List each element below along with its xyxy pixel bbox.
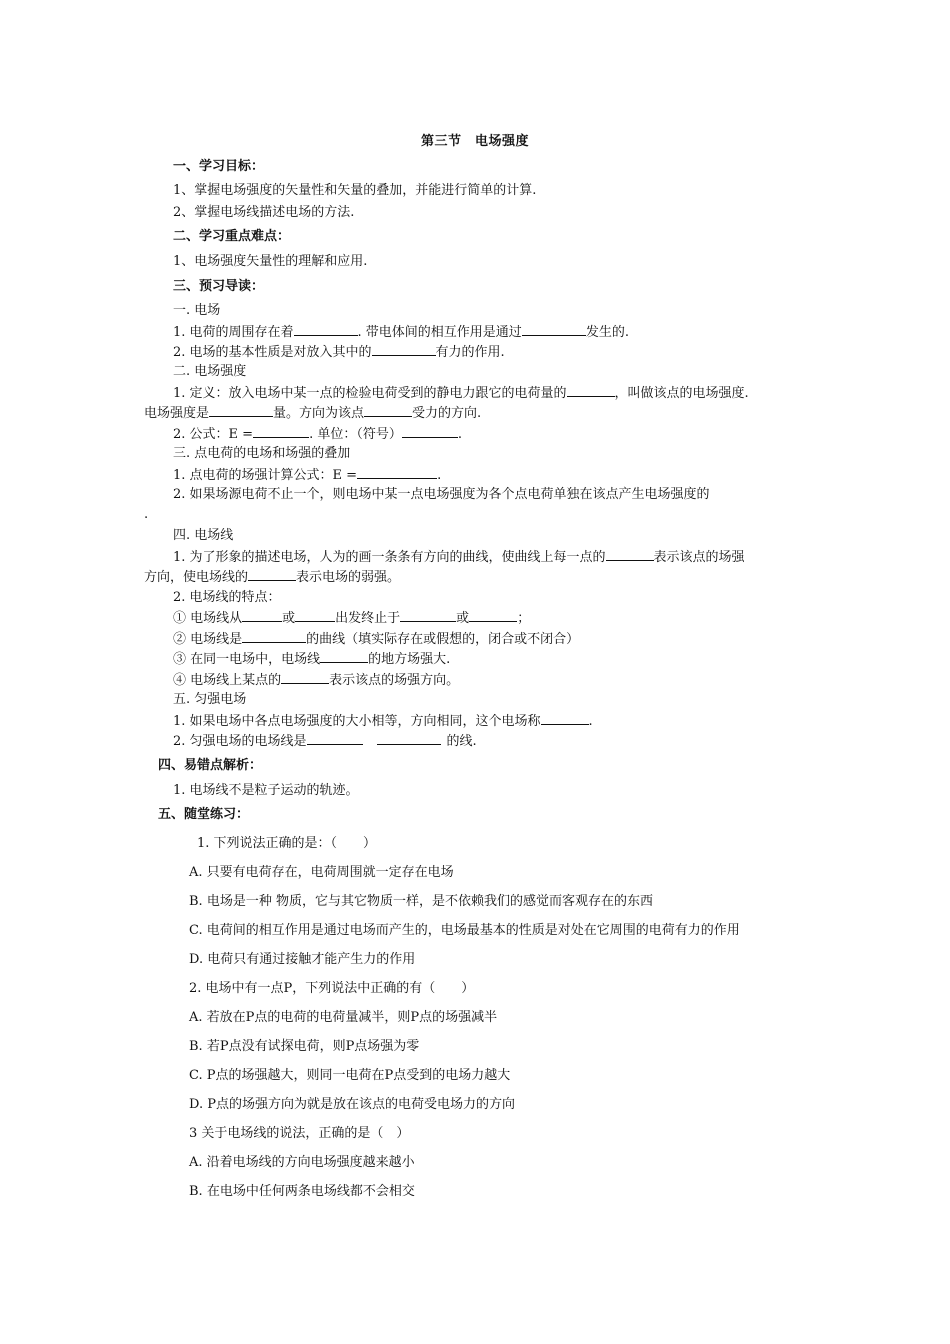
question-stem: 2. 电场中有一点P，下列说法中正确的有（ ） xyxy=(189,981,475,996)
subsection-title-point-charge: 三. 点电荷的电场和场强的叠加 xyxy=(173,446,351,461)
preview-line: 2. 如果场源电荷不止一个，则电场中某一点电场强度为各个点电荷单独在该点产生电场强度的 xyxy=(173,487,710,502)
preview-line: 方向，使电场线的 表示电场的弱强。 xyxy=(144,570,401,585)
preview-line: 2. 匀强电场的电场线是 的线. xyxy=(173,734,477,749)
fill-blank[interactable] xyxy=(320,650,368,663)
fill-blank[interactable] xyxy=(402,425,458,438)
answer-option[interactable]: B. 在电场中任何两条电场线都不会相交 xyxy=(189,1184,415,1199)
answer-option[interactable]: C. 电荷间的相互作用是通过电场而产生的，电场最基本的性质是对处在它周围的电荷有力的作用 xyxy=(189,923,740,938)
preview-line: ① 电场线从 或 出发终止于 或 ； xyxy=(173,611,531,626)
section-heading-objectives: 一、学习目标： xyxy=(173,159,265,174)
fill-blank[interactable] xyxy=(295,609,335,622)
fill-blank[interactable] xyxy=(400,609,456,622)
answer-option[interactable]: A. 沿着电场线的方向电场强度越来越小 xyxy=(189,1155,415,1170)
section-heading-practice: 五、随堂练习： xyxy=(158,807,250,822)
fill-blank[interactable] xyxy=(522,323,586,336)
fill-blank[interactable] xyxy=(242,609,282,622)
subsection-title-field: 一. 电场 xyxy=(173,303,221,318)
fill-blank[interactable] xyxy=(606,548,654,561)
fill-blank[interactable] xyxy=(253,425,309,438)
answer-option[interactable]: C. P点的场强越大，则同一电荷在P点受到的电场力越大 xyxy=(189,1068,511,1083)
subsection-title-field-strength: 二. 电场强度 xyxy=(173,364,247,379)
objective-item: 2、掌握电场线描述电场的方法. xyxy=(173,205,355,220)
section-heading-common-mistakes: 四、易错点解析： xyxy=(158,758,263,773)
preview-line: 2. 电场线的特点： xyxy=(173,590,281,605)
answer-option[interactable]: B. 电场是一种 物质，它与其它物质一样，是不依赖我们的感觉而客观存在的东西 xyxy=(189,894,653,909)
objective-item: 1、掌握电场强度的矢量性和矢量的叠加，并能进行简单的计算. xyxy=(173,183,537,198)
answer-option[interactable]: B. 若P点没有试探电荷，则P点场强为零 xyxy=(189,1039,420,1054)
answer-option[interactable]: A. 若放在P点的电荷的电荷量减半，则P点的场强减半 xyxy=(189,1010,498,1025)
preview-line: 1. 如果电场中各点电场强度的大小相等，方向相同，这个电场称 . xyxy=(173,714,593,729)
question-stem: 1. 下列说法正确的是：（ ） xyxy=(197,836,377,851)
fill-blank[interactable] xyxy=(294,323,358,336)
subsection-title-field-lines: 四. 电场线 xyxy=(173,528,234,543)
preview-line: ④ 电场线上某点的 表示该点的场强方向。 xyxy=(173,673,460,688)
question-stem: 3 关于电场线的说法，正确的是（ ） xyxy=(189,1126,410,1141)
fill-blank[interactable] xyxy=(307,732,363,745)
subsection-title-uniform-field: 五. 匀强电场 xyxy=(173,692,247,707)
preview-line: 1. 点电荷的场强计算公式：E = . xyxy=(173,468,442,483)
answer-option[interactable]: D. 电荷只有通过接触才能产生力的作用 xyxy=(189,952,416,967)
fill-blank[interactable] xyxy=(541,712,589,725)
preview-line: 2. 电场的基本性质是对放入其中的 有力的作用. xyxy=(173,345,505,360)
preview-line: . xyxy=(144,507,149,522)
fill-blank[interactable] xyxy=(248,568,296,581)
preview-line: 1. 定义：放入电场中某一点的检验电荷受到的静电力跟它的电荷量的 ，叫做该点的电场强度. xyxy=(173,386,749,401)
answer-option[interactable]: A. 只要有电荷存在，电荷周围就一定存在电场 xyxy=(189,865,454,880)
fill-blank[interactable] xyxy=(357,466,437,479)
preview-line: 电场强度是 量。方向为该点 受力的方向. xyxy=(144,406,482,421)
key-point-item: 1、电场强度矢量性的理解和应用. xyxy=(173,254,368,269)
page-title: 第三节 电场强度 xyxy=(420,134,529,149)
preview-line: ② 电场线是 的曲线（填实际存在或假想的，闭合或不闭合） xyxy=(173,632,580,647)
preview-line: 1. 为了形象的描述电场，人为的画一条条有方向的曲线，使曲线上每一点的 表示该点的场强 xyxy=(173,550,745,565)
preview-line: 2. 公式：E = . 单位：（符号） . xyxy=(173,427,462,442)
section-heading-key-points: 二、学习重点难点： xyxy=(173,229,291,244)
fill-blank[interactable] xyxy=(209,404,273,417)
fill-blank[interactable] xyxy=(242,630,306,643)
fill-blank[interactable] xyxy=(372,343,436,356)
fill-blank[interactable] xyxy=(281,671,329,684)
fill-blank[interactable] xyxy=(469,609,517,622)
mistake-item: 1. 电场线不是粒子运动的轨迹。 xyxy=(173,783,359,798)
answer-option[interactable]: D. P点的场强方向为就是放在该点的电荷受电场力的方向 xyxy=(189,1097,515,1112)
fill-blank[interactable] xyxy=(567,384,615,397)
preview-line: 1. 电荷的周围存在着 . 带电体间的相互作用是通过 发生的. xyxy=(173,325,629,340)
fill-blank[interactable] xyxy=(364,404,412,417)
fill-blank[interactable] xyxy=(377,732,441,745)
preview-line: ③ 在同一电场中，电场线 的地方场强大. xyxy=(173,652,451,667)
section-heading-preview: 三、预习导读： xyxy=(173,279,265,294)
